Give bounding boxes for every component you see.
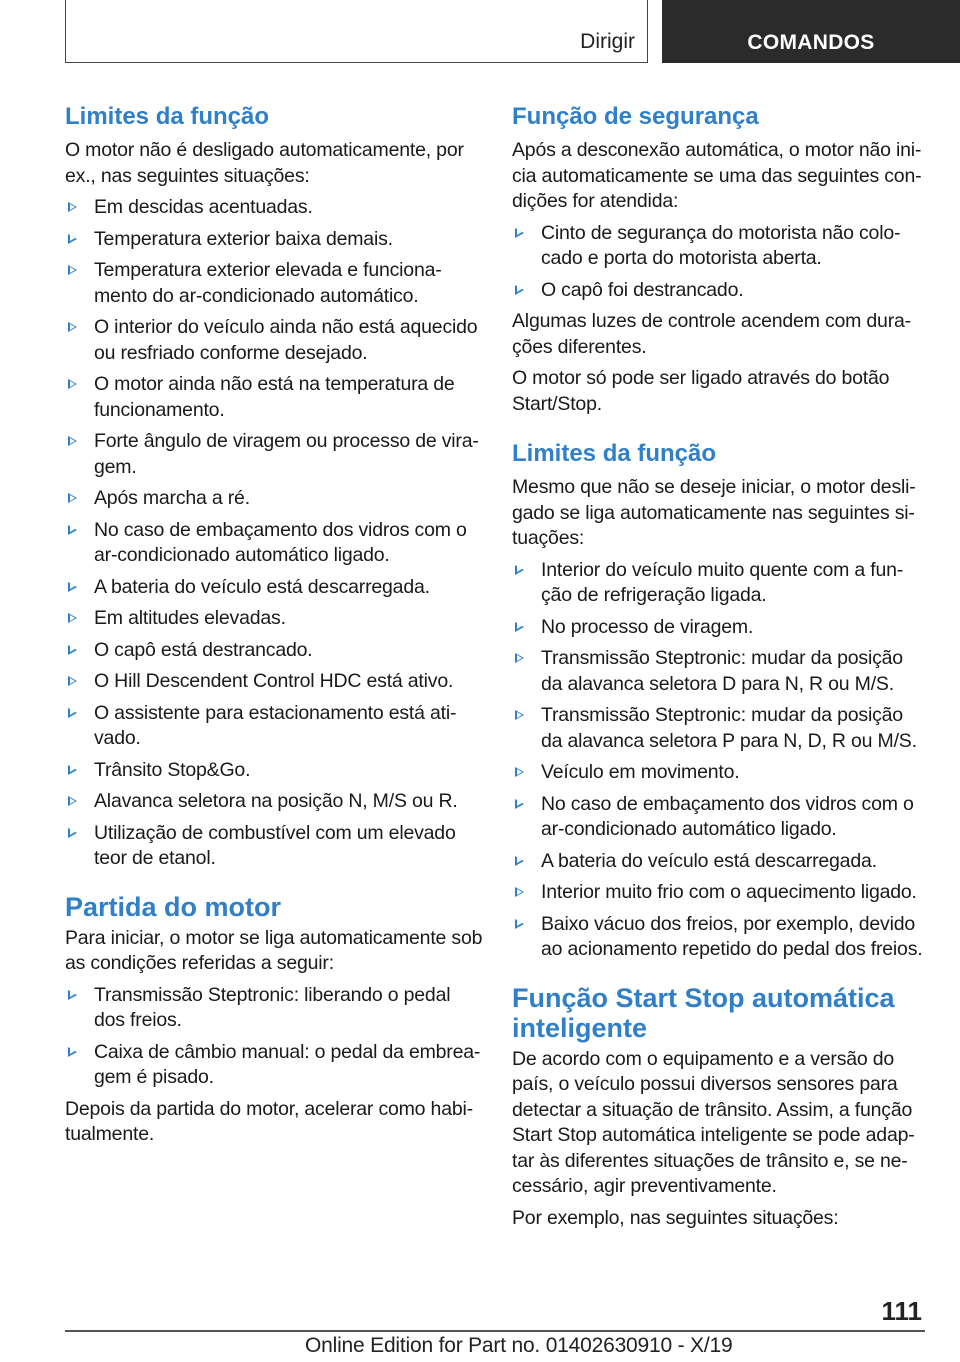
list-item (65, 701, 483, 752)
paragraph: Por exemplo, nas seguintes situações: (512, 1206, 839, 1229)
triangle-bullet-icon (515, 887, 524, 897)
triangle-bullet-icon (515, 767, 524, 777)
list-item-text: A bateria do veículo está descarregada. (94, 575, 430, 598)
triangle-bullet-icon (68, 379, 77, 389)
list-item-text: Transmissão Steptronic: liberando o pedal dos freios. (94, 983, 451, 1031)
list-item-text: Interior muito frio com o aquecimento ligado. (541, 881, 917, 903)
list-partida (65, 983, 483, 1091)
list-item-text: No processo de viragem. (541, 615, 754, 638)
triangle-bullet-icon (515, 799, 524, 809)
triangle-bullet-icon (68, 493, 77, 503)
list-item (65, 575, 483, 601)
list-item (65, 821, 483, 872)
list-item-text: O assistente para estacionamento está ativado. (94, 701, 457, 749)
list-item-text: Alavanca seletora na posição N, M/S ou R. (94, 790, 458, 812)
list-item-text: O motor ainda não está na temperatura de funcionamento. (94, 373, 455, 421)
list-item (512, 278, 927, 304)
list-item (65, 518, 483, 569)
list-item (65, 315, 483, 366)
list-item (512, 849, 927, 875)
list-item-text: Forte ângulo de viragem ou processo de viragem. (94, 430, 479, 478)
paragraph: De acordo com o equipamento e a versão do país, o veículo possui diversos sensores para detectar a situação de trânsito. Assim, a função Start Stop automática inteligente se pode adaptar às diferentes situações de trânsito e, se necessário, agir preventivamente. (512, 1047, 915, 1197)
list-item-text: O interior do veículo ainda não está aquecido ou resfriado conforme desejado. (94, 316, 478, 364)
section-title: Dirigir (580, 30, 635, 53)
list-item (512, 880, 927, 906)
heading-start-stop-inteligente: Função Start Stop automática inteligente (512, 982, 895, 1043)
paragraph: O motor só pode ser ligado através do botão Start/Stop. (512, 367, 890, 415)
list-item-text: Em descidas acentuadas. (94, 196, 313, 218)
list-item (512, 792, 927, 843)
list-item (512, 221, 927, 272)
triangle-bullet-icon (515, 565, 524, 575)
list-item-text: O Hill Descendent Control HDC está ativo. (94, 670, 454, 692)
list-item (65, 372, 483, 423)
list-seguranca (512, 221, 927, 304)
list-item (65, 758, 483, 784)
list-item-text: Temperatura exterior baixa demais. (94, 227, 393, 250)
paragraph: Depois da partida do motor, acelerar como habitualmente. (65, 1097, 474, 1145)
triangle-bullet-icon (68, 828, 77, 838)
paragraph: Após a desconexão automática, o motor não inicia automaticamente se uma das seguintes condições for atendida: (512, 139, 922, 212)
triangle-bullet-icon (515, 856, 524, 866)
list-item (512, 912, 927, 963)
list-item-text: Baixo vácuo dos freios, por exemplo, devido ao acionamento repetido do pedal dos freios. (541, 912, 923, 960)
triangle-bullet-icon (515, 228, 524, 238)
list-item-text: Utilização de combustível com um elevado teor de etanol. (94, 821, 456, 869)
list-limites-2 (512, 558, 927, 963)
list-item (65, 429, 483, 480)
footer-edition: Online Edition for Part no. 01402630910 - X/19 (305, 1334, 733, 1357)
list-item (512, 615, 927, 641)
list-item (65, 486, 483, 512)
triangle-bullet-icon (68, 765, 77, 775)
triangle-bullet-icon (68, 582, 77, 592)
triangle-bullet-icon (68, 676, 77, 686)
list-item (512, 558, 927, 609)
right-column (512, 100, 927, 1237)
heading-funcao-de-seguranca: Função de segurança (512, 103, 759, 130)
list-item (65, 227, 483, 253)
list-item-text: No caso de embaçamento dos vidros com o ar-condicionado automático ligado. (541, 792, 914, 840)
list-item-text: Transmissão Steptronic: mudar da posição da alavanca seletora P para N, D, R ou M/S. (541, 704, 917, 752)
triangle-bullet-icon (68, 613, 77, 623)
list-item (512, 646, 927, 697)
triangle-bullet-icon (68, 796, 77, 806)
triangle-bullet-icon (515, 710, 524, 720)
header-frame (65, 0, 648, 63)
paragraph: Algumas luzes de controle acendem com durações diferentes. (512, 310, 912, 358)
list-item (65, 638, 483, 664)
triangle-bullet-icon (68, 645, 77, 655)
list-item-text: Veículo em movimento. (541, 761, 740, 783)
heading-limites-da-funcao-2: Limites da função (512, 440, 717, 467)
triangle-bullet-icon (68, 322, 77, 332)
triangle-bullet-icon (68, 990, 77, 1000)
list-item-text: Após marcha a ré. (94, 487, 250, 509)
triangle-bullet-icon (68, 202, 77, 212)
list-item-text: Em altitudes elevadas. (94, 607, 286, 629)
left-column (65, 100, 483, 1154)
triangle-bullet-icon (68, 1047, 77, 1057)
list-item (512, 760, 927, 786)
list-item (65, 1040, 483, 1091)
triangle-bullet-icon (68, 234, 77, 244)
list-item-text: Cinto de segurança do motorista não colocado e porta do motorista aberta. (541, 221, 901, 269)
triangle-bullet-icon (515, 653, 524, 663)
paragraph: Para iniciar, o motor se liga automaticamente sob as condições referidas a seguir: (65, 926, 483, 974)
triangle-bullet-icon (68, 436, 77, 446)
page-number: 111 (881, 1296, 922, 1326)
triangle-bullet-icon (515, 285, 524, 295)
list-item-text: Caixa de câmbio manual: o pedal da embreagem é pisado. (94, 1040, 481, 1088)
paragraph: O motor não é desligado automaticamente, por ex., nas seguintes situações: (65, 139, 464, 187)
list-item-text: Interior do veículo muito quente com a função de refrigeração ligada. (541, 558, 904, 606)
heading-partida-do-motor: Partida do motor (65, 891, 282, 922)
list-item (512, 703, 927, 754)
list-item (65, 258, 483, 309)
list-item-text: Transmissão Steptronic: mudar da posição da alavanca seletora D para N, R ou M/S. (541, 647, 903, 695)
triangle-bullet-icon (515, 919, 524, 929)
list-limites (65, 195, 483, 872)
paragraph: Mesmo que não se deseje iniciar, o motor desligado se liga automaticamente nas seguintes situações: (512, 476, 916, 549)
triangle-bullet-icon (68, 265, 77, 275)
page-header (0, 0, 960, 66)
heading-limites-da-funcao: Limites da função (65, 103, 270, 130)
triangle-bullet-icon (68, 708, 77, 718)
list-item-text: O capô foi destrancado. (541, 278, 744, 301)
footer-divider (65, 1330, 925, 1332)
list-item-text: Temperatura exterior elevada e funcionamento do ar-condicionado automático. (94, 259, 442, 307)
chapter-tab: COMANDOS (662, 0, 960, 63)
list-item (65, 983, 483, 1034)
list-item (65, 195, 483, 221)
triangle-bullet-icon (515, 622, 524, 632)
list-item-text: O capô está destrancado. (94, 638, 313, 661)
list-item-text: Trânsito Stop&Go. (94, 758, 251, 781)
triangle-bullet-icon (68, 525, 77, 535)
list-item (65, 606, 483, 632)
list-item (65, 669, 483, 695)
list-item-text: A bateria do veículo está descarregada. (541, 849, 877, 872)
list-item-text: No caso de embaçamento dos vidros com o ar-condicionado automático ligado. (94, 518, 467, 566)
list-item (65, 789, 483, 815)
